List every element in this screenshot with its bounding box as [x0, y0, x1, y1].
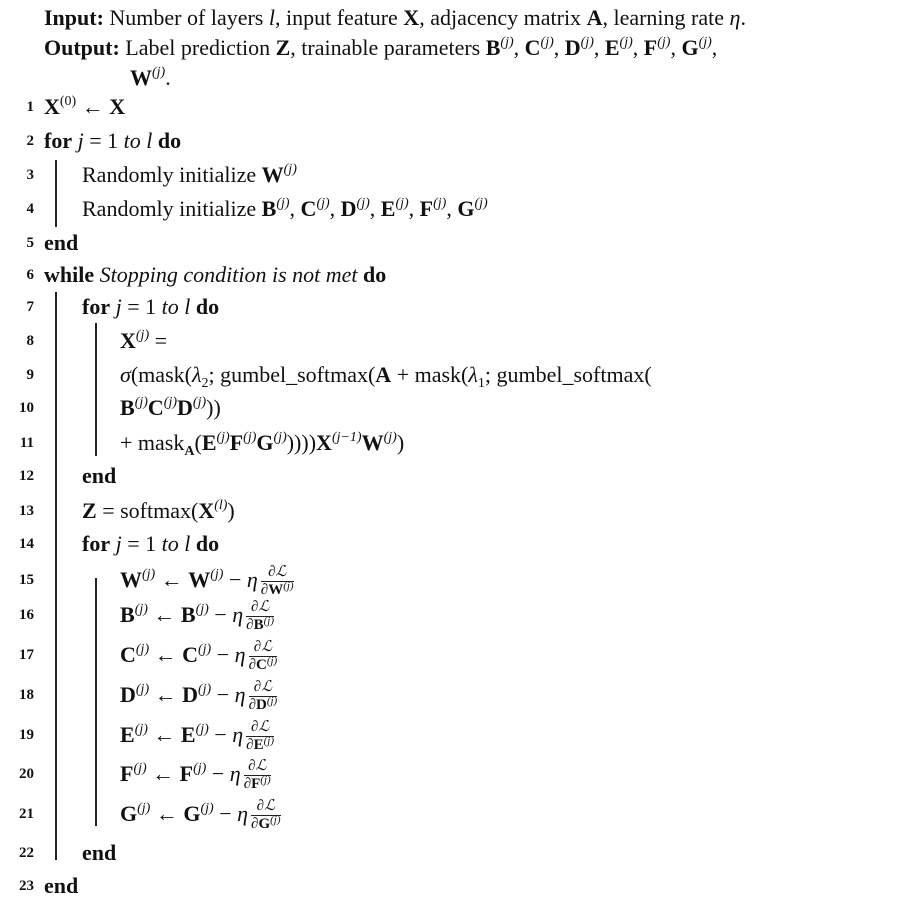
line-number: 9 — [26, 367, 34, 383]
line-number: 17 — [19, 647, 34, 663]
line-code: $\sigma(mask(\lambda_2$; gumbel_softmax(A + $mask(\lambda_1$; gumbel_softmax( — [120, 362, 652, 391]
line-number: 3 — [26, 167, 34, 183]
line-number: 18 — [19, 687, 34, 703]
line-number: 8 — [26, 333, 34, 349]
line-number: 15 — [19, 572, 34, 588]
line-code: end — [44, 230, 79, 255]
line-number: 1 — [26, 99, 34, 115]
line-code: $D^{(j)}$ ← $D^{(j)} - \eta$ $\frac{\text{∂ℒ}}{\partial D^{(j)}}$ — [120, 679, 278, 714]
line-number: 19 — [19, 727, 34, 743]
line-code: while Stopping condition is not met do — [44, 262, 387, 287]
line-code: for j = 1 to l do — [82, 531, 220, 556]
line-code: $E^{(j)}$ ← $E^{(j)} - \eta$ $\frac{\text{∂ℒ}}{\partial E^{(j)}}$ — [120, 719, 274, 754]
line-code: $C^{(j)}$ ← $C^{(j)} - \eta$ $\frac{\text{∂ℒ}}{\partial C^{(j)}}$ — [120, 639, 278, 674]
line-code: $G^{(j)}$ ← $G^{(j)} - \eta$ $\frac{\text{∂ℒ}}{\partial G^{(j)}}$ — [120, 798, 281, 833]
line-code: end — [82, 463, 117, 488]
line-code: Randomly initialize $W^{(j)}$ — [82, 162, 297, 187]
input-text: , learning rate — [602, 5, 730, 30]
var-eta: η — [729, 5, 741, 30]
comma: , — [513, 35, 525, 60]
line-number: 11 — [19, 435, 34, 451]
var-Z: Z — [275, 35, 291, 60]
line-code: $X^{(0)}$ ← X — [44, 94, 126, 119]
sup: (j) — [580, 35, 594, 50]
line-code: Randomly initialize $B^{(j)}$, $C^{(j)}$, $D^{(j)}$, $E^{(j)}$, $F^{(j)}$, $G^{(j)}$ — [82, 196, 488, 221]
period: . — [740, 5, 746, 30]
input-text: Number of layers — [109, 5, 269, 30]
comma: , — [632, 35, 644, 60]
sup: (j) — [657, 35, 671, 50]
sup: (j) — [540, 35, 554, 50]
param-D: D — [564, 35, 581, 60]
input-label: Input: — [44, 5, 104, 30]
line-number: 14 — [19, 536, 34, 552]
line-code: $X^{(j)}$ = — [120, 328, 168, 353]
param-F: F — [643, 35, 658, 60]
gradient-fraction: $\frac{\text{∂ℒ}}{\partial C^{(j)}}$ — [248, 639, 278, 674]
line-number: 16 — [19, 607, 34, 623]
block-bar-for-1 — [55, 160, 57, 227]
line-number: 10 — [19, 400, 34, 416]
param-B: B — [485, 35, 501, 60]
block-bar-for-2 — [95, 323, 97, 456]
gradient-fraction: $\frac{\text{∂ℒ}}{\partial W^{(j)}}$ — [260, 564, 294, 599]
line-code: for j = 1 to l do — [82, 294, 220, 319]
output-text: , trainable parameters — [290, 35, 486, 60]
sup: (j) — [619, 35, 633, 50]
period: . — [165, 65, 171, 90]
param-C: C — [524, 35, 541, 60]
input-text: , input feature — [275, 5, 404, 30]
line-code: $W^{(j)}$ ← $W^{(j)} - \eta$ $\frac{\text{∂ℒ}}{\partial W^{(j)}}$ — [120, 564, 294, 599]
line-number: 12 — [19, 468, 34, 484]
gradient-fraction: $\frac{\text{∂ℒ}}{\partial G^{(j)}}$ — [251, 798, 281, 833]
sup: (j) — [152, 65, 166, 80]
output-label: Output: — [44, 35, 120, 60]
comma: , — [553, 35, 565, 60]
line-code: end — [44, 873, 79, 898]
input-text: , adjacency matrix — [419, 5, 587, 30]
line-number: 22 — [19, 845, 34, 861]
gradient-fraction: $\frac{\text{∂ℒ}}{\partial B^{(j)}}$ — [246, 599, 274, 634]
param-W: W — [130, 65, 152, 90]
block-bar-while — [55, 292, 57, 860]
line-number: 5 — [26, 235, 34, 251]
line-number: 23 — [19, 878, 34, 894]
comma: , — [593, 35, 605, 60]
line-code: $B^{(j)}C^{(j)}D^{(j)}$)) — [120, 395, 221, 420]
algorithm-input — [44, 4, 746, 32]
line-code: end — [82, 840, 117, 865]
sup: (j) — [500, 35, 514, 50]
output-text: Label prediction — [125, 35, 276, 60]
param-E: E — [604, 35, 620, 60]
line-number: 7 — [26, 299, 34, 315]
algorithm-output — [44, 34, 717, 62]
line-number: 13 — [19, 503, 34, 519]
comma: , — [711, 35, 718, 60]
line-number: 20 — [19, 766, 34, 782]
gradient-fraction: $\frac{\text{∂ℒ}}{\partial E^{(j)}}$ — [246, 719, 274, 754]
var-l: l — [268, 5, 275, 30]
line-number: 4 — [26, 201, 34, 217]
sup: (j) — [698, 35, 712, 50]
var-X: X — [403, 5, 420, 30]
block-bar-for-3 — [95, 578, 97, 826]
line-number: 2 — [26, 133, 34, 149]
gradient-fraction: $\frac{\text{∂ℒ}}{\partial D^{(j)}}$ — [248, 679, 278, 714]
param-G: G — [681, 35, 699, 60]
line-code: for j = 1 to l do — [44, 128, 182, 153]
comma: , — [670, 35, 682, 60]
line-number: 6 — [26, 267, 34, 283]
algorithm-output-cont — [130, 64, 171, 92]
var-A: A — [586, 5, 603, 30]
line-code: $F^{(j)}$ ← $F^{(j)} - \eta$ $\frac{\text{∂ℒ}}{\partial F^{(j)}}$ — [120, 758, 271, 793]
line-code: + $mask_A(E^{(j)}F^{(j)}G^{(j)}))))X^{(j-1)}W^{(j)}$) — [120, 430, 405, 459]
line-code: $B^{(j)}$ ← $B^{(j)} - \eta$ $\frac{\text{∂ℒ}}{\partial B^{(j)}}$ — [120, 599, 274, 634]
line-number: 21 — [19, 806, 34, 822]
gradient-fraction: $\frac{\text{∂ℒ}}{\partial F^{(j)}}$ — [243, 758, 271, 793]
line-code: $Z = softmax(X^{(l)})$ — [82, 498, 235, 523]
